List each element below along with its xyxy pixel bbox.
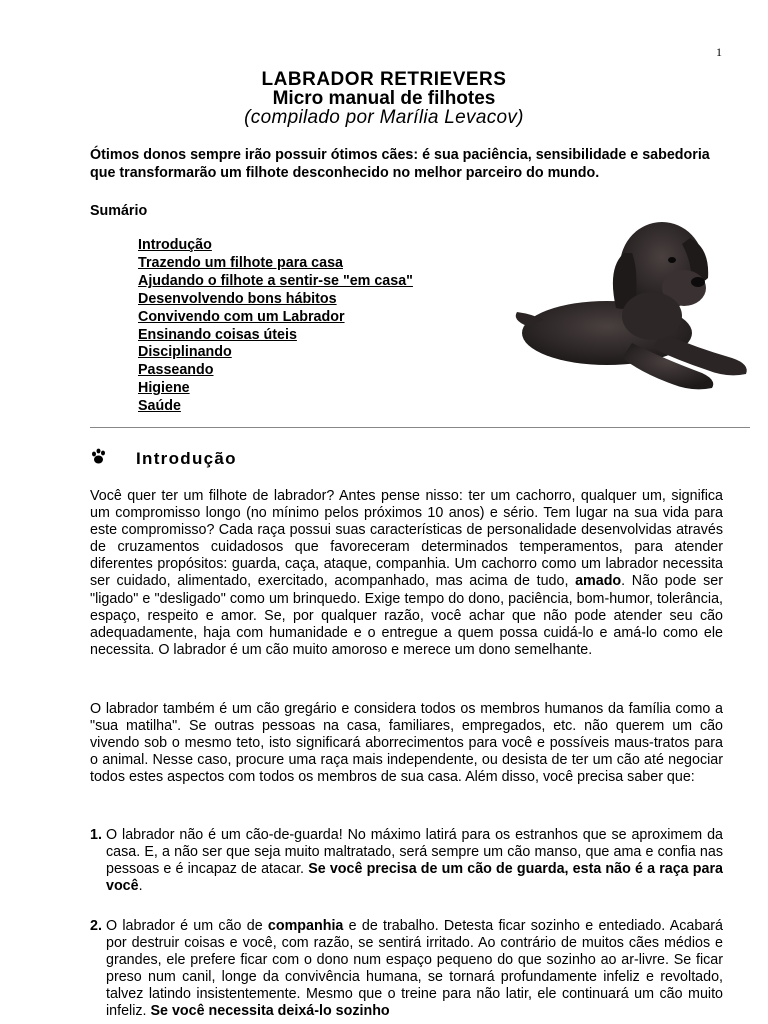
document-title: LABRADOR RETRIEVERS bbox=[261, 69, 507, 90]
toc-link-introducao[interactable]: Introdução bbox=[138, 237, 212, 253]
lead-paragraph: Ótimos donos sempre irão possuir ótimos cães: é sua paciência, sensibilidade e sabedoria que transformarão um filhote desconhecido no melhor parceiro do mundo. bbox=[90, 147, 710, 181]
list-number: 2. bbox=[90, 918, 102, 934]
summary-heading: Sumário bbox=[90, 203, 148, 219]
list-text: e de trabalho. Detesta ficar sozinho e entediado. Acabará por destruir coisas e você, com razão, se sentirá irritado. Ao contrário de muitos cães médios e grandes, ele prefere ficar com o dono num espaço pequeno do que sozinho ao ar-livre. Se ficar preso num canil, longe da convivência humana, se tornará profundamente infeliz e revoltado, talvez latindo insistentemente. Mesmo que o treine para não latir, ele continuará um cão muito infeliz. bbox=[106, 918, 723, 1020]
list-item bbox=[90, 918, 723, 1021]
paragraph-text: Você quer ter um filhote de labrador? Antes pense nisso: ter um cachorro, qualquer um, significa um compromisso longo (no mínimo pelos próximos 10 anos) e sério. Tem lugar na sua vida para este compromisso? Cada raça possui suas características de personalidade desenvolvidas através de cruzamentos cuidadosos que favoreceram determinados temperamentos, para atender diferentes propósitos: guarda, caça, ataque, companhia. Um cachorro como um labrador necessita ser cuidado, alimentado, exercitado, acompanhado, mas acima de tudo, bbox=[90, 488, 723, 590]
list-number: 1. bbox=[90, 827, 102, 843]
toc-link-ajudando[interactable]: Ajudando o filhote a sentir-se "em casa" bbox=[138, 272, 413, 289]
toc-link-desenvolvendo[interactable]: Desenvolvendo bons hábitos bbox=[138, 290, 337, 307]
toc-link-disciplinando[interactable]: Disciplinando bbox=[138, 344, 232, 361]
emphasis-text: amado bbox=[575, 573, 622, 590]
emphasis-text: Se você necessita deixá-lo sozinho bbox=[150, 1003, 390, 1020]
document-subtitle: Micro manual de filhotes bbox=[272, 88, 496, 109]
list-text-tail: . bbox=[138, 878, 143, 895]
list-text: O labrador não é um cão-de-guarda! No máximo latirá para os estranhos que se aproximem da casa. E, a não ser que seja muito maltratado, será sempre um cão manso, que ama e confia nas pessoas e é incapaz de atacar. bbox=[106, 827, 723, 878]
page-number: 1 bbox=[716, 45, 722, 59]
toc-link-passeando[interactable]: Passeando bbox=[138, 362, 214, 379]
labrador-puppy-image bbox=[512, 208, 752, 398]
section-title: Introdução bbox=[136, 449, 237, 468]
intro-paragraph-1 bbox=[90, 488, 723, 659]
list-item bbox=[90, 827, 723, 895]
toc-link-convivendo[interactable]: Convivendo com um Labrador bbox=[138, 308, 345, 325]
document-author: (compilado por Marília Levacov) bbox=[244, 107, 524, 128]
toc-link-higiene[interactable]: Higiene bbox=[138, 380, 190, 397]
section-divider bbox=[90, 427, 750, 428]
table-of-contents bbox=[138, 237, 413, 416]
emphasis-text: companhia bbox=[267, 918, 344, 934]
paragraph-text: . Não pode ser "ligado" e "desligado" como um brinquedo. Exige tempo do dono, paciência, bom-humor, tolerância, espaço, respeito e amor. Se, por qualquer razão, você achar que não pode atender seu cão adequadamente, haja com humanidade e o entregue a quem possa cuidá-lo e amá-lo como ele necessita. O labrador é um cão muito amoroso e merece um dono semelhante. bbox=[90, 573, 723, 658]
list-text: O labrador é um cão de bbox=[106, 918, 268, 934]
document-header bbox=[0, 70, 768, 127]
intro-paragraph-2: O labrador também é um cão gregário e considera todos os membros humanos da família como a "sua matilha". Se outras pessoas na casa, familiares, empregados, etc. não querem um cão vivendo sob o mesmo teto, isto significará aborrecimentos para você e possíveis maus-tratos para o animal. Nesse caso, procure uma raça mais independente, ou desista de ter um cão até negociar todos estes aspectos com todos os membros de sua casa. Além disso, você precisa saber que: bbox=[90, 701, 723, 786]
emphasis-text: Se você precisa de um cão de guarda, esta não é a raça para você bbox=[106, 861, 723, 895]
toc-link-ensinando[interactable]: Ensinando coisas úteis bbox=[138, 326, 297, 343]
paw-icon bbox=[90, 448, 108, 466]
toc-link-saude[interactable]: Saúde bbox=[138, 398, 181, 415]
toc-link-trazendo[interactable]: Trazendo um filhote para casa bbox=[138, 254, 343, 271]
